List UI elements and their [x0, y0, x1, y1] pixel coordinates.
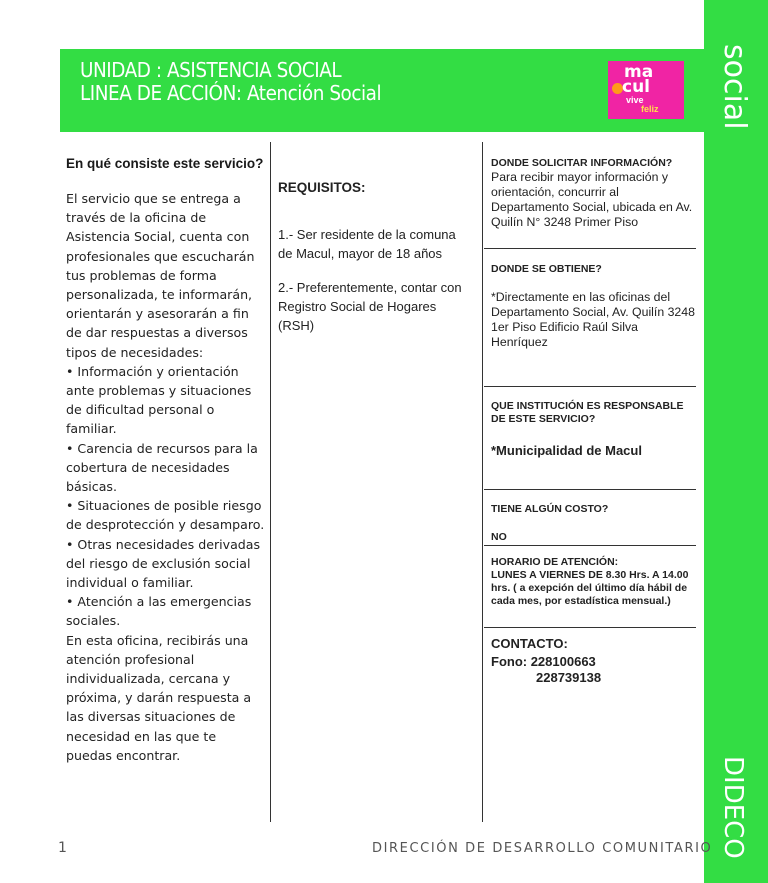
side-band	[704, 0, 768, 883]
institution-title: QUE INSTITUCIÓN ES RESPONSABLE DE ESTE SERVICIO?	[491, 400, 684, 425]
column-divider	[482, 142, 483, 822]
service-intro: El servicio que se entrega a través de la oficina de Asistencia Social, cuenta con profesionales que escucharán tus problemas de forma personalizada, te informarán, orientarán y asesorarán a fin de dar respuestas a diversos tipos de necesidades:	[66, 191, 255, 360]
service-bullet: • Otras necesidades derivadas del riesgo de exclusión social individual o familiar.	[66, 536, 261, 591]
title-unit: UNIDAD : ASISTENCIA SOCIAL	[80, 58, 342, 82]
where-info-title: DONDE SOLICITAR INFORMACIÓN?	[491, 157, 673, 169]
service-body	[66, 189, 266, 765]
macul-logo: ma cul vive feliz	[608, 61, 684, 119]
requirement-item: 2.- Preferentemente, contar con Registro Social de Hogares (RSH)	[278, 280, 462, 333]
section-divider	[484, 386, 696, 387]
schedule-text: LUNES A VIERNES DE 8.30 Hrs. A 14.00 hrs. ( a exepción del último día hábil de cada mes, por estadística mensual.)	[491, 569, 689, 607]
institution-section	[491, 400, 696, 459]
service-question: En qué consiste este servicio?	[66, 156, 264, 171]
section-divider	[484, 627, 696, 628]
contact-phone: 228739138	[536, 670, 602, 685]
contact-section	[491, 636, 696, 686]
service-description	[66, 155, 266, 765]
page-number: 1	[58, 840, 67, 856]
side-label-social: social	[717, 44, 752, 130]
where-info-section	[491, 157, 696, 230]
section-divider	[484, 489, 696, 490]
page-title	[80, 59, 381, 105]
where-info-text: Para recibir mayor información y orientación, concurrir al Departamento Social, ubicada en Av. Quilín N° 3248 Primer Piso	[491, 170, 693, 229]
cost-section	[491, 503, 696, 544]
where-obtain-section	[491, 263, 696, 350]
section-divider	[484, 248, 696, 249]
service-closing: En esta oficina, recibirás una atención profesional individualizada, cercana y próxima, y darán respuesta a las diversas situaciones de necesidad en las que te puedas encontrar.	[66, 632, 252, 763]
requirements-title: REQUISITOS:	[278, 180, 366, 195]
cost-title: TIENE ALGÚN COSTO?	[491, 503, 609, 515]
cost-value: NO	[491, 531, 507, 543]
contact-phone: Fono: 228100663	[491, 654, 596, 669]
service-bullet: • Información y orientación ante problemas y situaciones de dificultad personal o familiar.	[66, 363, 252, 437]
schedule-section	[491, 556, 696, 608]
requirements	[278, 178, 473, 350]
section-divider	[484, 545, 696, 546]
service-bullet: • Atención a las emergencias sociales.	[66, 594, 252, 629]
service-bullet: • Situaciones de posible riesgo de desprotección y desamparo.	[66, 498, 265, 533]
title-action-line: LINEA DE ACCIÓN: Atención Social	[80, 81, 382, 105]
schedule-title: HORARIO DE ATENCIÓN:	[491, 556, 619, 568]
side-label-dideco: DIDECO	[718, 756, 748, 859]
where-obtain-title: DONDE SE OBTIENE?	[491, 263, 602, 275]
column-divider	[270, 142, 271, 822]
service-bullet: • Carencia de recursos para la cobertura de necesidades básicas.	[66, 440, 258, 495]
header-band	[60, 49, 704, 132]
footer-label: DIRECCIÓN DE DESARROLLO COMUNITARIO	[372, 841, 713, 856]
where-obtain-text: *Directamente en las oficinas del Departamento Social, Av. Quilín 3248 1er Piso Edificio Raúl Silva Henríquez	[491, 290, 695, 349]
institution-text: *Municipalidad de Macul	[491, 443, 642, 458]
contact-title: CONTACTO:	[491, 636, 568, 651]
requirement-item: 1.- Ser residente de la comuna de Macul, mayor de 18 años	[278, 227, 456, 261]
